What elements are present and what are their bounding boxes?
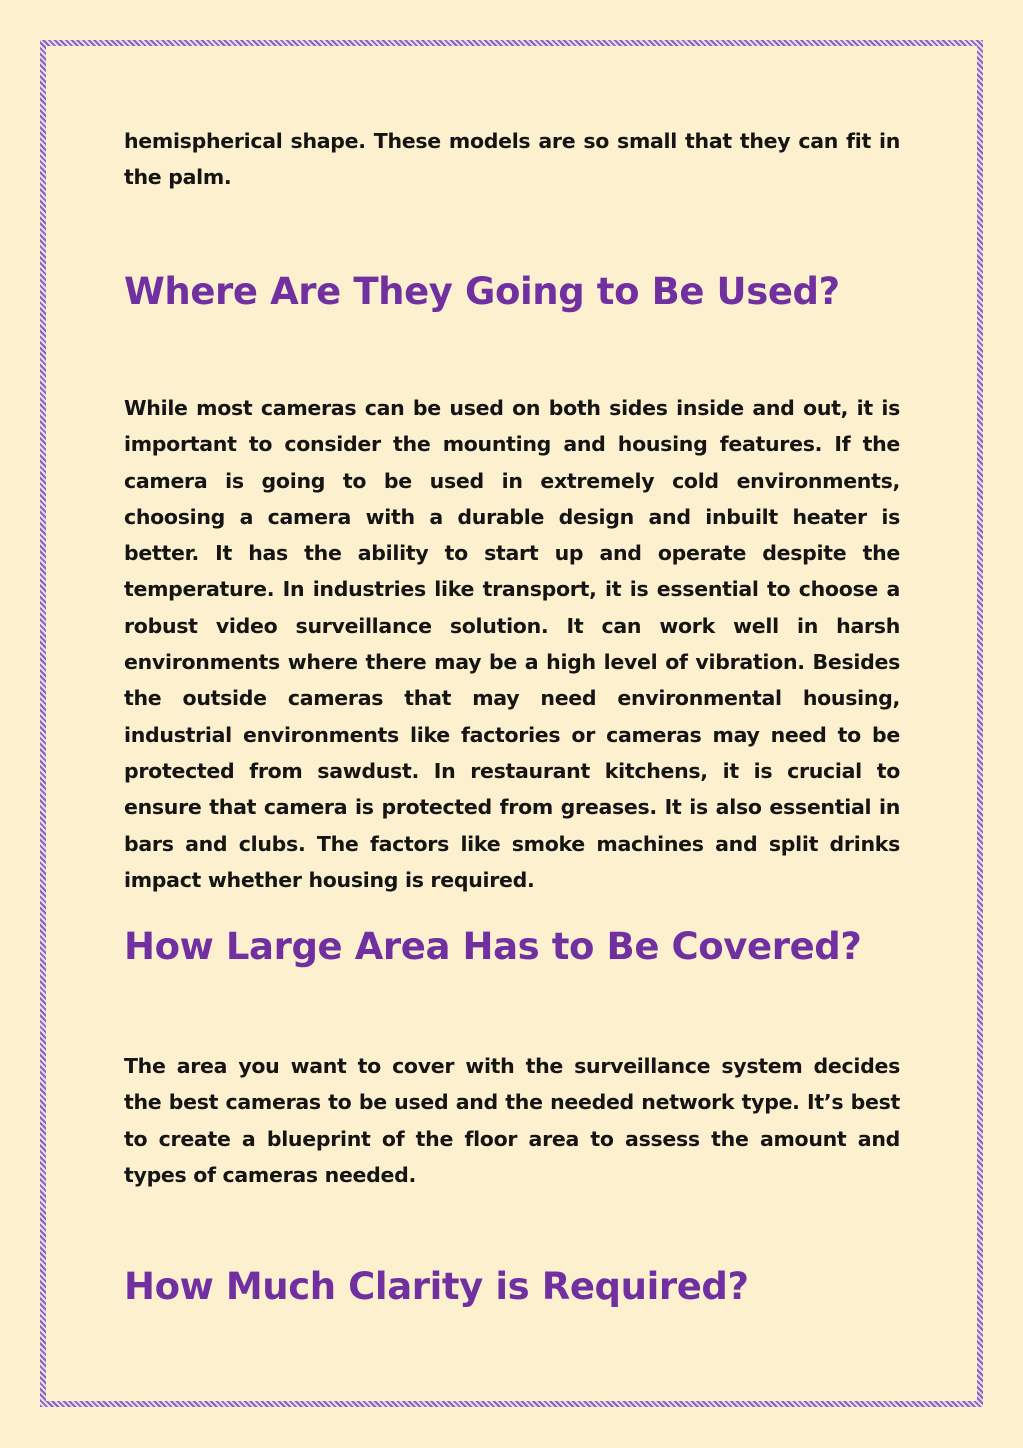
section-paragraph-area-covered: The area you want to cover with the surveillance system decides the best cameras to be used and the needed network type. It’s best to create a blueprint of the floor area to assess the amount and types of cameras needed. bbox=[124, 1054, 900, 1187]
section-heading-area-covered: How Large Area Has to Be Covered? bbox=[124, 925, 862, 968]
section-paragraph-where-used: While most cameras can be used on both sides inside and out, it is important to consider the mounting and housing features. If the camera is going to be used in extremely cold environments, choosing a camera with a durable design and inbuilt heater is better. It has the ability to start up and operate despite the temperature. In industries like transport, it is essential to choose a robust video surveillance solution. It can work well in harsh environments where there may be a high level of vibration. Besides the outside cameras that may need environmental housing, industrial environments like factories or cameras may need to be protected from sawdust. In restaurant kitchens, it is crucial to ensure that camera is protected from greases. It is also essential in bars and clubs. The factors like smoke machines and split drinks impact whether housing is required. bbox=[124, 396, 900, 892]
intro-paragraph: hemispherical shape. These models are so small that they can fit in the palm. bbox=[124, 129, 900, 190]
section-heading-clarity: How Much Clarity is Required? bbox=[124, 1265, 749, 1308]
section-heading-where-used: Where Are They Going to Be Used? bbox=[124, 270, 840, 313]
